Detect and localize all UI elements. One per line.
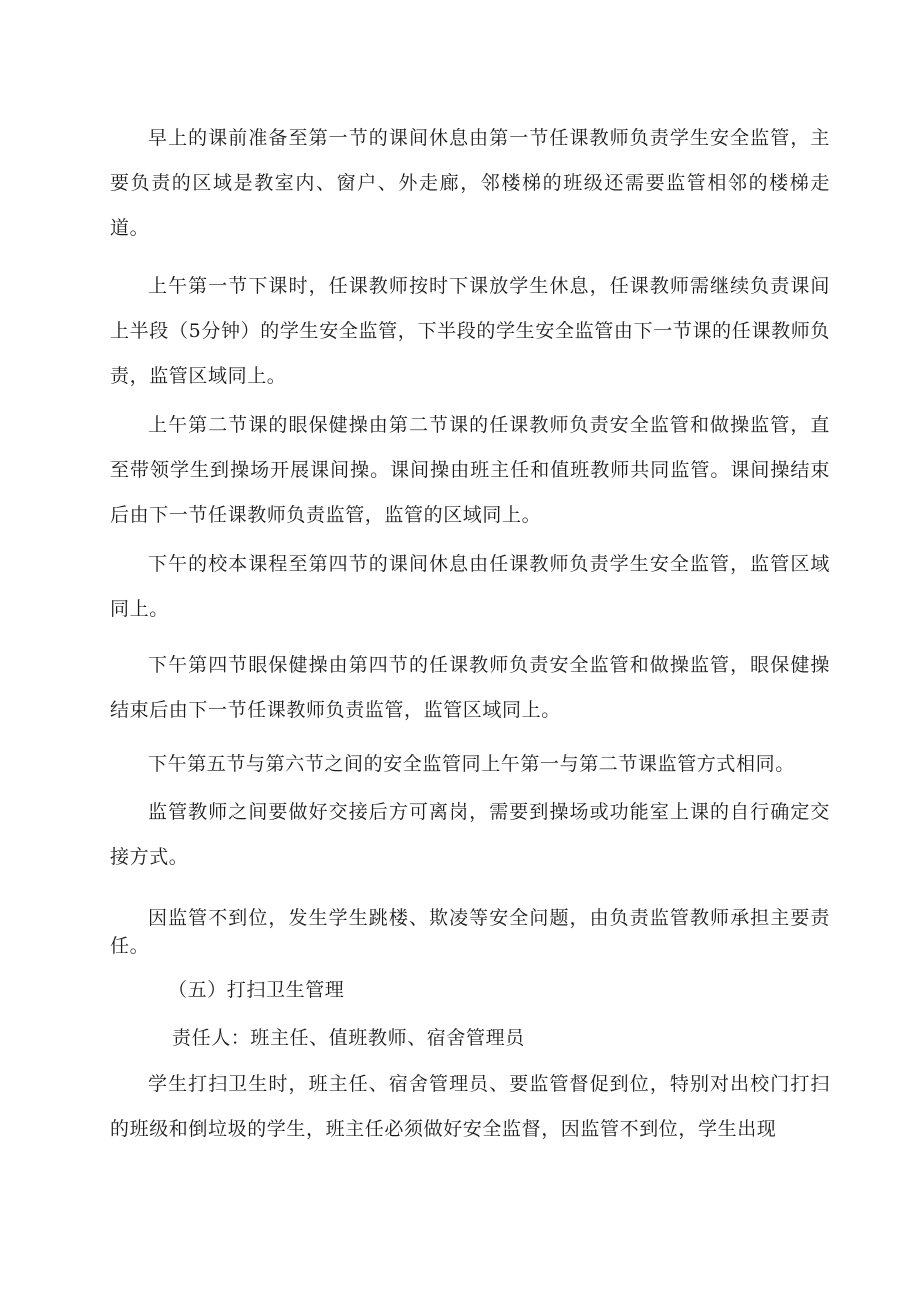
section-heading: （五）打扫卫生管理 xyxy=(168,979,345,1001)
paragraph-eye-exercise-morning: 上午第二节课的眼保健操由第二节课的任课教师负责安全监管和做操监管，直至带领学生到操场开展课间操。课间操由班主任和值班教师共同监管。课间操结束后由下一节任课教师负责监管，监管的区域同上。 xyxy=(110,414,830,526)
paragraph-fifth-sixth-period: 下午第五节与第六节之间的安全监管同上午第一与第二节课监管方式相同。 xyxy=(148,753,795,775)
paragraph-first-period-break: 上午第一节下课时，任课教师按时下课放学生休息，任课教师需继续负责课间上半段（5分钟）的学生安全监管，下半段的学生安全监管由下一节课的任课教师负责，监管区域同上。 xyxy=(110,275,830,387)
paragraph-afternoon-school-course: 下午的校本课程至第四节的课间休息由任课教师负责学生安全监管，监管区域同上。 xyxy=(110,553,830,620)
paragraph-handover: 监管教师之间要做好交接后方可离岗，需要到操场或功能室上课的自行确定交接方式。 xyxy=(110,801,830,868)
paragraph-morning-supervision: 早上的课前准备至第一节的课间休息由第一节任课教师负责学生安全监管，主要负责的区域是教室内、窗户、外走廊，邻楼梯的班级还需要监管相邻的楼梯走道。 xyxy=(110,127,830,239)
paragraph-responsibility: 因监管不到位，发生学生跳楼、欺凌等安全问题，由负责监管教师承担主要责任。 xyxy=(110,907,830,957)
paragraph-eye-exercise-afternoon: 下午第四节眼保健操由第四节的任课教师负责安全监管和做操监管，眼保健操结束后由下一节任课教师负责监管，监管区域同上。 xyxy=(110,654,830,721)
responsible-persons: 责任人：班主任、值班教师、宿舍管理员 xyxy=(172,1027,525,1049)
paragraph-cleaning-supervision: 学生打扫卫生时，班主任、宿舍管理员、要监管督促到位，特别对出校门打扫的班级和倒垃圾的学生，班主任必须做好安全监督，因监管不到位，学生出现 xyxy=(110,1073,830,1140)
